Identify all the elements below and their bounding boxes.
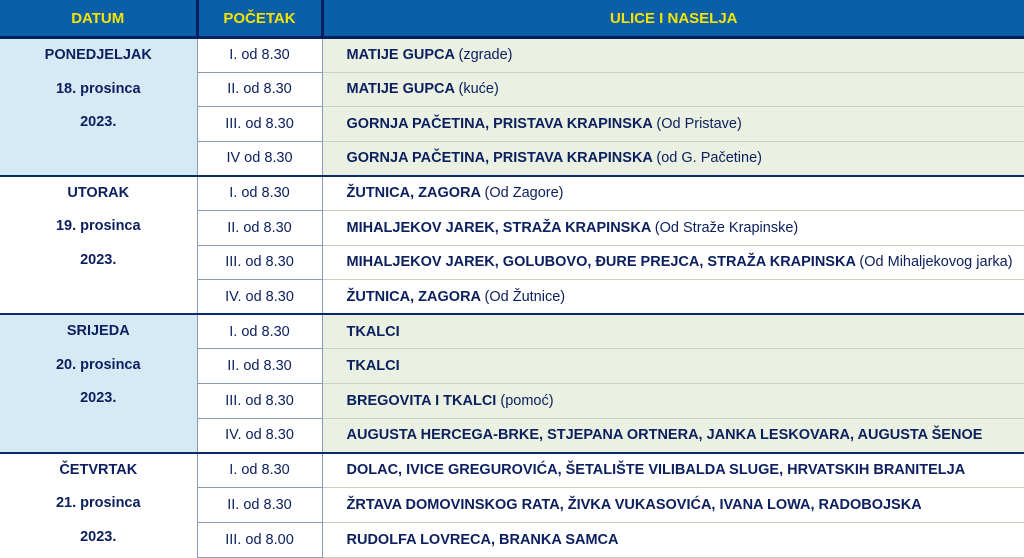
- start-time: I. od 8.30: [197, 38, 322, 73]
- header-ulice: ULICE I NASELJA: [322, 0, 1024, 38]
- header-datum: DATUM: [0, 0, 197, 38]
- start-time: II. od 8.30: [197, 210, 322, 245]
- start-time: II. od 8.30: [197, 72, 322, 107]
- streets-cell: [322, 349, 1024, 384]
- day-cell: [0, 176, 197, 314]
- streets-cell: [322, 453, 1024, 488]
- header-row: [0, 0, 1024, 38]
- day-weekday: SRIJEDA: [66, 323, 130, 340]
- streets-cell: [322, 522, 1024, 557]
- street-names: MATIJE GUPCA: [346, 47, 455, 64]
- start-time: IV od 8.30: [197, 141, 322, 176]
- day-date: 21. prosinca: [55, 495, 141, 512]
- day-weekday: UTORAK: [67, 184, 130, 201]
- start-time: II. od 8.30: [197, 488, 322, 523]
- start-time: I. od 8.30: [197, 314, 322, 349]
- streets-cell: [322, 418, 1024, 453]
- start-time: III. od 8.30: [197, 383, 322, 418]
- street-note: (zgrade): [458, 47, 513, 64]
- street-names: MATIJE GUPCA: [346, 81, 455, 98]
- street-names: RUDOLFA LOVRECA, BRANKA SAMCA: [346, 531, 619, 548]
- day-year: 2023.: [80, 114, 117, 130]
- street-names: ŽUTNICA, ZAGORA: [346, 185, 481, 202]
- schedule-row: [0, 38, 1024, 73]
- street-names: ŽRTAVA DOMOVINSKOG RATA, ŽIVKA VUKASOVIĆA, IVANA LOWA, RADOBOJSKA: [346, 497, 922, 513]
- streets-cell: [322, 314, 1024, 349]
- header-pocetak: POČETAK: [197, 0, 322, 38]
- day-year: 2023.: [80, 528, 117, 545]
- streets-cell: [322, 280, 1024, 315]
- day-year: 2023.: [80, 390, 117, 407]
- streets-cell: [322, 176, 1024, 211]
- schedule-body: [0, 38, 1024, 558]
- street-note: (od G. Pačetine): [656, 150, 762, 167]
- start-time: II. od 8.30: [197, 349, 322, 384]
- street-names: ŽUTNICA, ZAGORA: [346, 288, 481, 305]
- street-note: (Od Žutnice): [484, 288, 566, 305]
- day-weekday: PONEDJELJAK: [44, 47, 152, 63]
- start-time: III. od 8.00: [197, 522, 322, 557]
- start-time: III. od 8.30: [197, 245, 322, 280]
- streets-cell: [322, 38, 1024, 73]
- start-time: I. od 8.30: [197, 453, 322, 488]
- day-cell: [0, 38, 197, 176]
- street-names: TKALCI: [346, 323, 400, 340]
- street-names: BREGOVITA I TKALCI: [346, 392, 497, 409]
- street-names: DOLAC, IVICE GREGUROVIĆA, ŠETALIŠTE VILIBALDA SLUGE, HRVATSKIH BRANITELJA: [346, 462, 966, 479]
- start-time: IV. od 8.30: [197, 280, 322, 315]
- start-time: III. od 8.30: [197, 107, 322, 142]
- schedule-row: [0, 176, 1024, 211]
- day-cell: [0, 453, 197, 558]
- schedule-row: [0, 453, 1024, 488]
- street-names: MIHALJEKOV JAREK, STRAŽA KRAPINSKA: [346, 219, 651, 236]
- streets-cell: [322, 383, 1024, 418]
- day-cell: [0, 314, 197, 452]
- day-date: 20. prosinca: [55, 356, 141, 373]
- street-note: (kuće): [458, 81, 499, 98]
- street-note: (Od Zagore): [484, 185, 564, 202]
- start-time: IV. od 8.30: [197, 418, 322, 453]
- street-names: GORNJA PAČETINA, PRISTAVA KRAPINSKA: [346, 115, 653, 132]
- streets-cell: [322, 488, 1024, 523]
- day-weekday: ČETVRTAK: [59, 461, 138, 478]
- schedule-row: [0, 314, 1024, 349]
- streets-cell: [322, 72, 1024, 107]
- start-time: I. od 8.30: [197, 176, 322, 211]
- streets-cell: [322, 245, 1024, 280]
- street-names: TKALCI: [346, 358, 400, 375]
- day-date: 19. prosinca: [55, 218, 141, 235]
- day-year: 2023.: [80, 251, 117, 268]
- street-note: (Od Pristave): [656, 115, 742, 132]
- street-note: (Od Straže Krapinske): [654, 219, 799, 236]
- streets-cell: [322, 141, 1024, 176]
- street-note: (pomoć): [500, 392, 554, 409]
- street-names: MIHALJEKOV JAREK, GOLUBOVO, ĐURE PREJCA, STRAŽA KRAPINSKA: [346, 254, 856, 271]
- street-names: AUGUSTA HERCEGA-BRKE, STJEPANA ORTNERA, JANKA LESKOVARA, AUGUSTA ŠENOE: [346, 427, 983, 444]
- street-note: (Od Mihaljekovog jarka): [859, 254, 1013, 271]
- day-date: 18. prosinca: [55, 80, 141, 97]
- street-names: GORNJA PAČETINA, PRISTAVA KRAPINSKA: [346, 150, 653, 167]
- streets-cell: [322, 210, 1024, 245]
- streets-cell: [322, 107, 1024, 142]
